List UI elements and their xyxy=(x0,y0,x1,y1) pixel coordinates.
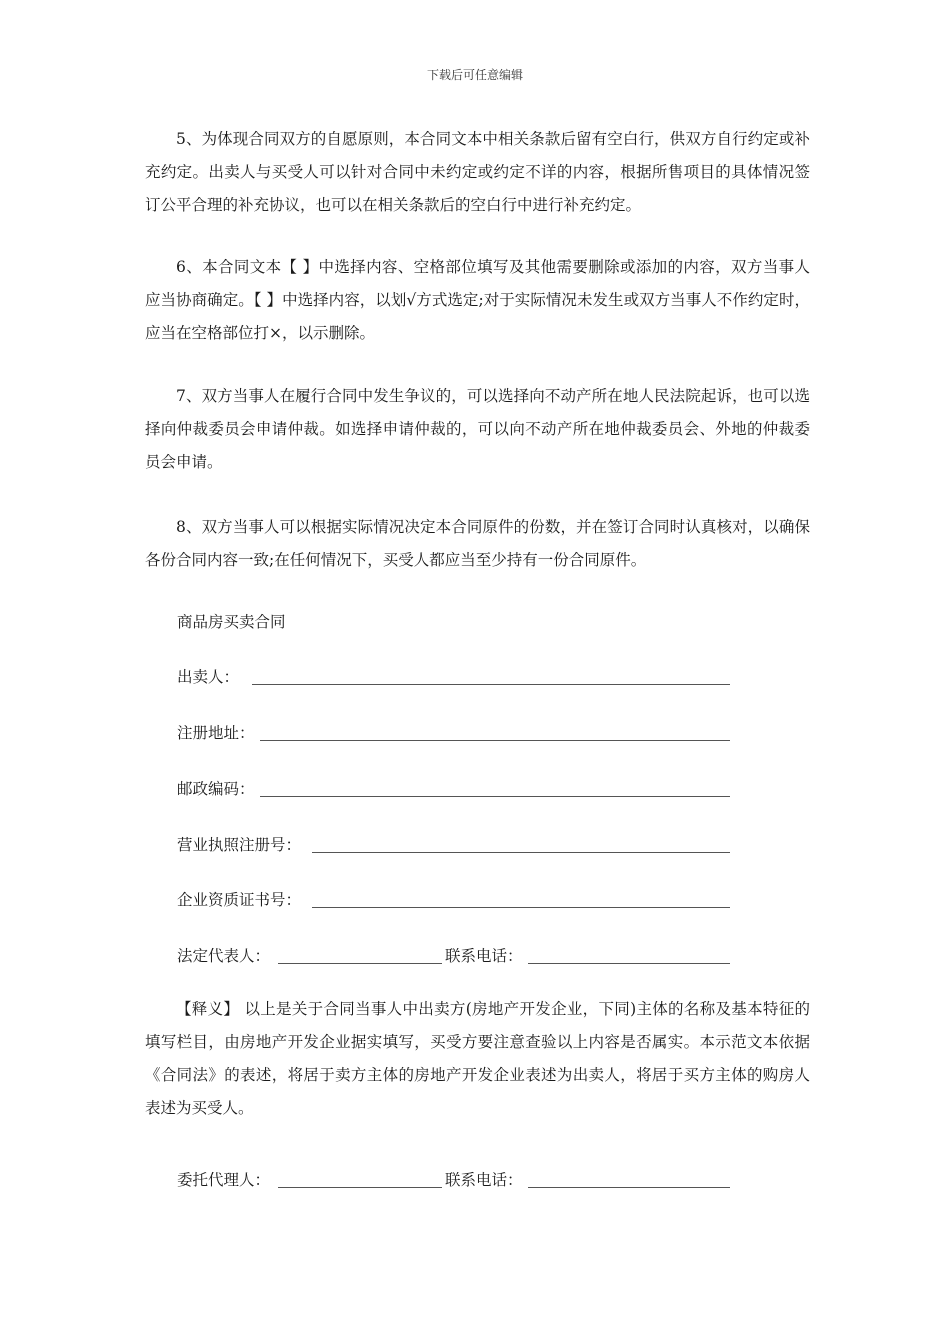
legal-rep-blank[interactable] xyxy=(278,963,442,964)
phone2-blank[interactable] xyxy=(528,1187,730,1188)
page-header: 下载后可任意编辑 xyxy=(426,68,523,82)
clause-6: 6、本合同文本【 】中选择内容、空格部位填写及其他需要删除或添加的内容，双方当事人应当协商确定。【 】中选择内容，以划√方式选定;对于实际情况未发生或双方当事人不作约定时，应当在空格部位打×，以示删除。 xyxy=(145,258,810,342)
address-label: 注册地址： xyxy=(177,724,255,742)
qualification-label: 企业资质证书号： xyxy=(177,891,302,909)
phone1-blank[interactable] xyxy=(528,963,730,964)
phone2-label: 联系电话： xyxy=(445,1171,523,1189)
agent-label: 委托代理人： xyxy=(177,1171,271,1189)
legal-rep-label: 法定代表人： xyxy=(177,947,271,965)
clause-7: 7、双方当事人在履行合同中发生争议的，可以选择向不动产所在地人民法院起诉，也可以选择向仲裁委员会申请仲裁。如选择申请仲裁的，可以向不动产所在地仲裁委员会、外地的仲裁委员会申请。 xyxy=(145,387,810,471)
qualification-blank[interactable] xyxy=(312,907,730,908)
clause-8: 8、双方当事人可以根据实际情况决定本合同原件的份数，并在签订合同时认真核对，以确保各份合同内容一致;在任何情况下，买受人都应当至少持有一份合同原件。 xyxy=(145,518,810,569)
seller-label: 出卖人： xyxy=(177,668,240,686)
phone1-label: 联系电话： xyxy=(445,947,523,965)
license-label: 营业执照注册号： xyxy=(177,836,302,854)
explanation: 【释义】 以上是关于合同当事人中出卖方(房地产开发企业，下同)主体的名称及基本特征的填写栏目，由房地产开发企业据实填写，买受方要注意查验以上内容是否属实。本示范文本依据《合同法》的表述，将居于卖方主体的房地产开发企业表述为出卖人，将居于买方主体的购房人表述为买受人。 xyxy=(145,1000,810,1117)
postcode-blank[interactable] xyxy=(260,796,730,797)
seller-blank[interactable] xyxy=(252,684,730,685)
postcode-label: 邮政编码： xyxy=(177,780,255,798)
agent-blank[interactable] xyxy=(278,1187,442,1188)
license-blank[interactable] xyxy=(312,852,730,853)
clause-5: 5、为体现合同双方的自愿原则，本合同文本中相关条款后留有空白行，供双方自行约定或补充约定。出卖人与买受人可以针对合同中未约定或约定不详的内容，根据所售项目的具体情况签订公平合理的补充协议，也可以在相关条款后的空白行中进行补充约定。 xyxy=(145,130,810,214)
contract-title: 商品房买卖合同 xyxy=(177,613,286,631)
address-blank[interactable] xyxy=(260,740,730,741)
